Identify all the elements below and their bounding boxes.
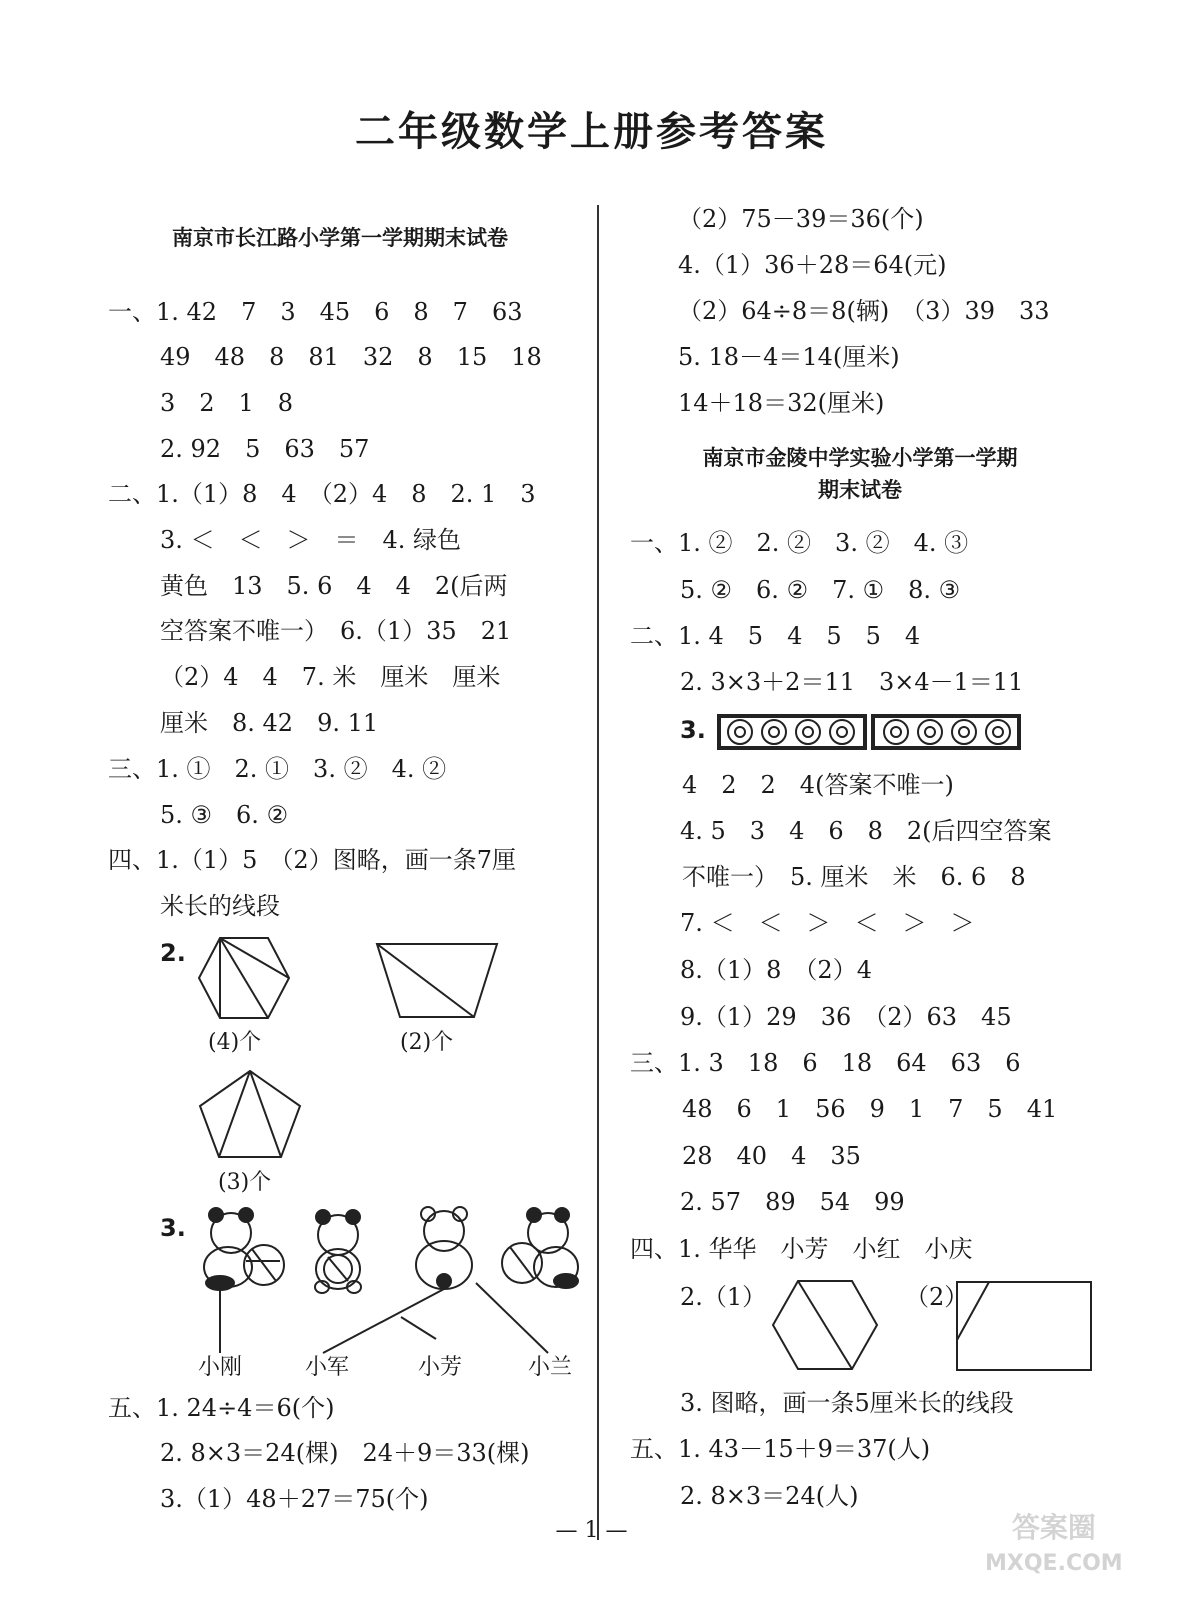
pentagon-figure	[197, 1068, 303, 1160]
answer-line: （2）64÷8＝8(辆) （3）39 33	[678, 297, 1050, 325]
hexagon-figure	[196, 935, 292, 1021]
answer-line: 2. 8×3＝24(棵) 24＋9＝33(棵)	[160, 1439, 530, 1467]
answer-line: 四、1. 华华 小芳 小红 小庆	[630, 1235, 973, 1263]
name-label: 小芳	[418, 1355, 463, 1380]
answer-line: 49 48 8 81 32 8 15 18	[160, 343, 542, 371]
answer-line: 3 2 1 8	[160, 389, 294, 417]
answer-line: 3. ＜ ＜ ＞ ＝ 4. 绿色	[160, 526, 462, 554]
answer-line: 9.（1）29 36 （2）63 45	[680, 1003, 1012, 1031]
answer-line: 3. 图略，画一条5厘米长的线段	[680, 1389, 1014, 1417]
answer-line: 5. 18－4＝14(厘米)	[678, 343, 900, 371]
answer-line: 三、1. 3 18 6 18 64 63 6	[630, 1049, 1021, 1077]
left-section-title: 南京市长江路小学第一学期期末试卷	[172, 226, 508, 250]
page-number: — 1 —	[555, 1518, 628, 1543]
answer-line: 2. 57 89 54 99	[680, 1188, 905, 1216]
question-number: 3.	[680, 716, 706, 744]
answer-line: 一、1. 42 7 3 45 6 8 7 63	[108, 298, 523, 326]
right-section-title-2: 期末试卷	[818, 478, 902, 502]
split-rectangle-figure	[955, 1280, 1093, 1372]
answer-line: 一、1. ② 2. ② 3. ② 4. ③	[630, 529, 969, 557]
answer-line: 3.（1）48＋27＝75(个)	[160, 1485, 429, 1513]
page-title: 二年级数学上册参考答案	[355, 109, 828, 155]
answer-line: 空答案不唯一） 6.（1）35 21	[160, 617, 512, 645]
right-section-title: 南京市金陵中学实验小学第一学期	[702, 446, 1018, 470]
question-number: 3.	[160, 1214, 186, 1242]
answer-line: 米长的线段	[160, 892, 280, 920]
answer-line: 2. 92 5 63 57	[160, 435, 370, 463]
answer-line: 黄色 13 5. 6 4 4 2(后两	[160, 572, 508, 600]
watermark-url: MXQE.COM	[985, 1551, 1123, 1576]
answer-line: 2. 3×3＋2＝11 3×4－1＝11	[680, 668, 1024, 696]
answer-line: 四、1.（1）5 （2）图略，画一条7厘	[108, 846, 516, 874]
answer-line: 二、1.（1）8 4 （2）4 8 2. 1 3	[108, 480, 536, 508]
answer-line: 28 40 4 35	[682, 1142, 861, 1170]
answer-line: 4.（1）36＋28＝64(元)	[678, 251, 947, 279]
figure-caption: (4)个	[208, 1030, 262, 1055]
answer-line: 7. ＜ ＜ ＞ ＜ ＞ ＞	[680, 909, 975, 937]
name-label: 小刚	[198, 1355, 243, 1380]
answer-line: 48 6 1 56 9 1 7 5 41	[682, 1095, 1058, 1123]
answer-line: 4 2 2 4(答案不唯一)	[682, 771, 954, 799]
answer-line: 2. 8×3＝24(人)	[680, 1482, 859, 1510]
watermark-text: 答案圈	[1011, 1511, 1096, 1544]
column-divider	[597, 205, 599, 1540]
trapezoid-figure	[374, 940, 500, 1020]
answer-line: 三、1. ① 2. ① 3. ② 4. ②	[108, 755, 447, 783]
flower-groups-figure	[716, 713, 1022, 751]
answer-line: （2）4 4 7. 米 厘米 厘米	[160, 663, 501, 691]
answer-line: （2）	[905, 1283, 969, 1311]
name-label: 小军	[305, 1355, 350, 1380]
answer-line: 4. 5 3 4 6 8 2(后四空答案	[680, 817, 1052, 845]
watermark	[985, 1510, 1123, 1582]
name-label: 小兰	[528, 1355, 573, 1380]
panda-matching-figure	[196, 1205, 591, 1365]
answer-line: 5. ③ 6. ②	[160, 801, 289, 829]
answer-line: 五、1. 24÷4＝6(个)	[108, 1394, 335, 1422]
answer-line: 5. ② 6. ② 7. ① 8. ③	[680, 576, 961, 604]
question-number: 2.	[160, 939, 186, 967]
answer-line: 2.（1）	[680, 1283, 767, 1311]
answer-line: 不唯一） 5. 厘米 米 6. 6 8	[682, 863, 1026, 891]
answer-line: 二、1. 4 5 4 5 5 4	[630, 622, 921, 650]
answer-line: 厘米 8. 42 9. 11	[160, 709, 379, 737]
figure-caption: (2)个	[400, 1030, 454, 1055]
answer-line: 14＋18＝32(厘米)	[678, 389, 885, 417]
split-hexagon-figure	[770, 1278, 880, 1372]
answer-line: 五、1. 43－15＋9＝37(人)	[630, 1435, 931, 1463]
answer-line: （2）75－39＝36(个)	[678, 205, 924, 233]
answer-line: 8.（1）8 （2）4	[680, 956, 872, 984]
figure-caption: (3)个	[218, 1170, 272, 1195]
